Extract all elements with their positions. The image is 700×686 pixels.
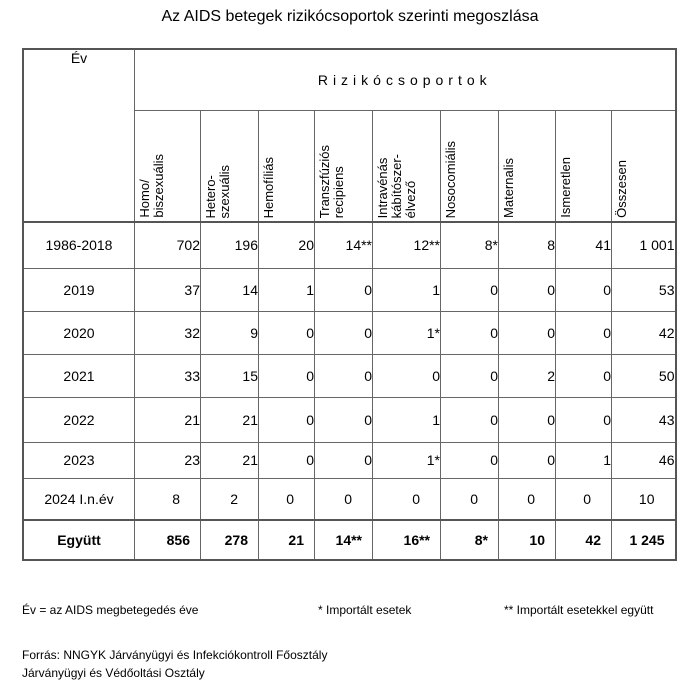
value-cell: 702 xyxy=(135,222,201,268)
column-header-label: Maternalis xyxy=(501,158,516,218)
value-cell: 23 xyxy=(135,442,201,478)
page-title: Az AIDS betegek rizikócsoportok szerinti megoszlása xyxy=(161,8,539,25)
total-value-cell: 856 xyxy=(135,520,201,560)
value-cell: 43 xyxy=(612,397,676,442)
year-cell: 2024 I.n.év xyxy=(23,478,135,520)
value-cell: 0 xyxy=(373,478,441,520)
year-cell: 2022 xyxy=(23,397,135,442)
value-cell: 0 xyxy=(315,311,373,354)
value-cell: 41 xyxy=(556,222,612,268)
value-cell: 0 xyxy=(315,478,373,520)
value-cell: 0 xyxy=(441,478,499,520)
value-cell: 0 xyxy=(499,478,556,520)
value-cell: 46 xyxy=(612,442,676,478)
value-cell: 32 xyxy=(135,311,201,354)
value-cell: 0 xyxy=(315,354,373,397)
value-cell: 0 xyxy=(259,311,315,354)
value-cell: 1* xyxy=(373,442,441,478)
total-value-cell: 10 xyxy=(499,520,556,560)
total-value-cell: 8* xyxy=(441,520,499,560)
total-value-cell: 1 245 xyxy=(612,520,676,560)
value-cell: 0 xyxy=(315,268,373,311)
column-header xyxy=(135,111,201,223)
value-cell: 0 xyxy=(441,268,499,311)
column-header xyxy=(612,111,676,223)
value-cell: 8* xyxy=(441,222,499,268)
value-cell: 0 xyxy=(259,354,315,397)
value-cell: 0 xyxy=(259,397,315,442)
footnote-imported: * Importált esetek xyxy=(318,603,412,617)
value-cell: 0 xyxy=(441,397,499,442)
value-cell: 14** xyxy=(315,222,373,268)
value-cell: 0 xyxy=(499,397,556,442)
total-value-cell: 21 xyxy=(259,520,315,560)
column-header xyxy=(499,111,556,223)
value-cell: 21 xyxy=(135,397,201,442)
value-cell: 0 xyxy=(441,354,499,397)
column-header-label: Homo/ biszexuális xyxy=(137,154,166,218)
value-cell: 42 xyxy=(612,311,676,354)
value-cell: 0 xyxy=(556,354,612,397)
column-header-label: Ismeretlen xyxy=(558,157,573,218)
risk-group-table xyxy=(22,48,677,561)
value-cell: 12** xyxy=(373,222,441,268)
table-row xyxy=(23,311,676,354)
value-cell: 0 xyxy=(315,442,373,478)
footnote-imported-included: ** Importált esetekkel együtt xyxy=(504,603,654,617)
value-cell: 21 xyxy=(201,442,259,478)
value-cell: 33 xyxy=(135,354,201,397)
value-cell: 50 xyxy=(612,354,676,397)
value-cell: 0 xyxy=(259,478,315,520)
column-header-label: Összesen xyxy=(614,160,629,218)
value-cell: 0 xyxy=(441,442,499,478)
value-cell: 53 xyxy=(612,268,676,311)
value-cell: 1 xyxy=(373,397,441,442)
column-header xyxy=(315,111,373,223)
value-cell: 1 xyxy=(556,442,612,478)
value-cell: 0 xyxy=(499,311,556,354)
total-value-cell: 16** xyxy=(373,520,441,560)
value-cell: 8 xyxy=(499,222,556,268)
table-row xyxy=(23,442,676,478)
source-line-1: Forrás: NNGYK Járványügyi és Infekciókontroll Főosztály xyxy=(22,648,328,662)
value-cell: 1 001 xyxy=(612,222,676,268)
value-cell: 1 xyxy=(373,268,441,311)
column-header-label: Hetero- szexuális xyxy=(203,164,232,218)
value-cell: 37 xyxy=(135,268,201,311)
total-row xyxy=(23,520,676,560)
table-row xyxy=(23,222,676,268)
value-cell: 2 xyxy=(499,354,556,397)
value-cell: 0 xyxy=(556,478,612,520)
value-cell: 0 xyxy=(499,268,556,311)
column-header-label: Hemofíliás xyxy=(261,156,276,218)
value-cell: 0 xyxy=(556,311,612,354)
value-cell: 8 xyxy=(135,478,201,520)
value-cell: 9 xyxy=(201,311,259,354)
year-cell: 2019 xyxy=(23,268,135,311)
column-header-label: Transzfúziós recipiens xyxy=(317,144,346,218)
year-cell: 2021 xyxy=(23,354,135,397)
total-value-cell: 278 xyxy=(201,520,259,560)
value-cell: 0 xyxy=(373,354,441,397)
year-cell: 2020 xyxy=(23,311,135,354)
table-row xyxy=(23,268,676,311)
value-cell: 10 xyxy=(612,478,676,520)
value-cell: 0 xyxy=(499,442,556,478)
column-header xyxy=(259,111,315,223)
value-cell: 20 xyxy=(259,222,315,268)
column-header xyxy=(201,111,259,223)
value-cell: 1* xyxy=(373,311,441,354)
column-header xyxy=(556,111,612,223)
year-cell: 1986-2018 xyxy=(23,222,135,268)
total-label: Együtt xyxy=(23,520,135,560)
year-header: Év xyxy=(23,49,135,222)
value-cell: 21 xyxy=(201,397,259,442)
value-cell: 15 xyxy=(201,354,259,397)
total-value-cell: 14** xyxy=(315,520,373,560)
column-header xyxy=(441,111,499,223)
source-line-2: Járványügyi és Védőoltási Osztály xyxy=(22,666,205,680)
year-cell: 2023 xyxy=(23,442,135,478)
table-row xyxy=(23,478,676,520)
footnote-year: Év = az AIDS megbetegedés éve xyxy=(22,603,199,617)
total-value-cell: 42 xyxy=(556,520,612,560)
value-cell: 1 xyxy=(259,268,315,311)
column-header-label: Nosocomiális xyxy=(443,140,458,218)
column-header xyxy=(373,111,441,223)
value-cell: 0 xyxy=(259,442,315,478)
risk-groups-header: Rizikócsoportok xyxy=(135,49,676,111)
value-cell: 196 xyxy=(201,222,259,268)
table-row xyxy=(23,397,676,442)
column-header-label: Intravénás kábítószer- élvező xyxy=(375,153,418,218)
value-cell: 0 xyxy=(315,397,373,442)
value-cell: 0 xyxy=(556,268,612,311)
table-row xyxy=(23,354,676,397)
value-cell: 14 xyxy=(201,268,259,311)
value-cell: 0 xyxy=(441,311,499,354)
value-cell: 2 xyxy=(201,478,259,520)
value-cell: 0 xyxy=(556,397,612,442)
